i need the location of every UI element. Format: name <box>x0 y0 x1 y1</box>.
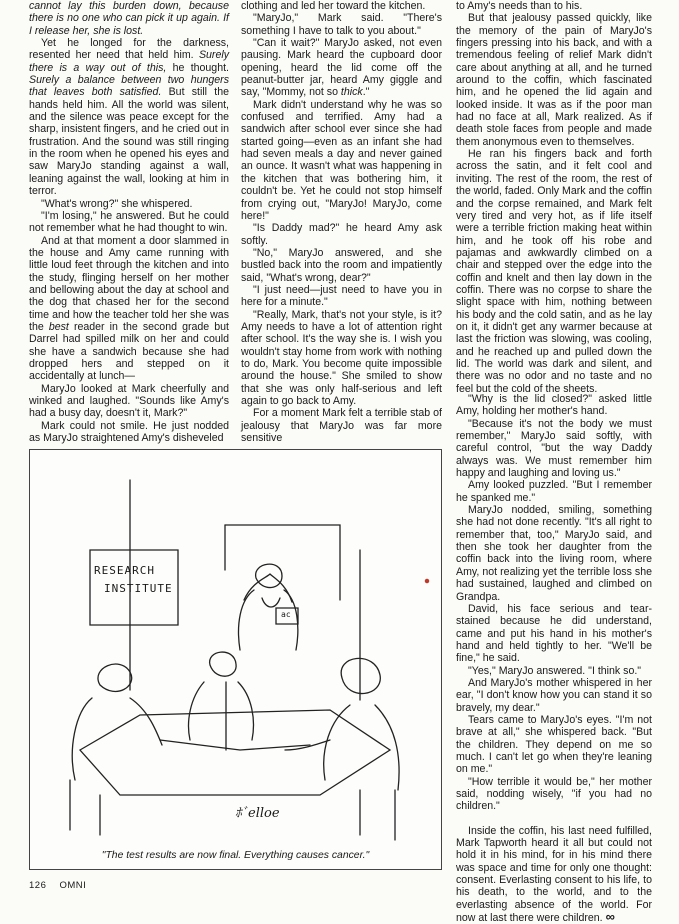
text-column-3-continued <box>456 393 652 924</box>
cartoon-panel <box>29 449 442 870</box>
paragraph: Amy looked puzzled. "But I remember he spanked me." <box>456 479 652 504</box>
small-sign-text: ac <box>281 610 291 619</box>
paragraph: clothing and led her toward the kitchen. <box>241 0 426 12</box>
end-mark-icon: ∞ <box>605 909 613 924</box>
paragraph: Tears came to MaryJo's eyes. "I'm not brave at all," she whispered back. "But the children. They depend on me so much. I can't let go when they're leaning on me." <box>456 713 652 776</box>
paragraph: to Amy's needs than to his. <box>456 0 583 12</box>
page-number: 126 <box>29 880 47 891</box>
paragraph: "Yes," MaryJo answered. "I think so." <box>468 664 642 677</box>
paragraph: cannot lay this burden down, because there is no one who can pick it up again. If I release her, she is lost. <box>29 0 229 37</box>
paragraph: "Really, Mark, that's not your style, is it? Amy needs to have a lot of attention right after school. It's the way she is. I wish you wouldn't stay home from work with nothing to do, Mark. You become quite impossible around the house." She smiled to show that she was only half-serious and left again to go back to Amy. <box>241 308 442 407</box>
paragraph: He ran his fingers back and forth across the satin, and it felt cool and inviting. The rest of the room, the rest of the world, faded. Only Mark and the coffin and the corpse remained, and Mark felt very tired and very hot, as if life itself were a terrible friction making heat within him, and he took off his robe and pajamas and awkwardly climbed on a chair and stepped over the edge into the coffin and knelt and then lay down in the coffin. There was no corpse to share the slight space with him, nothing between his body and the cold satin, and as he lay on it, it didn't get any warmer because at last the friction was slowing, was cooling, and he reached up and pulled down the lid. The world was dark and silent, and there was no odor and no taste and no feel but the cold of the sheets. <box>456 148 652 395</box>
paragraph: And at that moment a door slammed in the house and Amy came running with little loud feet through the kitchen and into the study, flinging herself on her mother and bellowing about the day at school and the dog that chased her for the second time and how the teacher told her she was the best reader in the second grade but Darrel had spilled milk on her and could she have a sandwich because she had dropped hers and stepped on it accidentally at lunch— <box>29 234 229 383</box>
paragraph: MaryJo looked at Mark cheerfully and winked and laughed. "Sounds like Amy's had a busy day, doesn't it, Mark?" <box>29 382 229 420</box>
text-column-2 <box>241 0 442 444</box>
paragraph: "Can it wait?" MaryJo asked, not even pausing. Mark heard the cupboard door opening, heard the lid come off the peanut-butter jar, heard Amy giggle and say, "Mommy, not so thick." <box>241 37 442 99</box>
paragraph: "Why is the lid closed?" asked little Amy, holding her mother's hand. <box>456 393 652 418</box>
paragraph: But that jealousy passed quickly, like the memory of the pain of MaryJo's fingers pressing into his back, and with a tremendous feeling of relief Mark didn't care about anything at all, and he turned around to the coffin, which fascinated him, and he opened the lid again and looked inside. It was as if the poor man had no face at all, Mark realized. As if death stole faces from people and made them anonymous even to themselves. <box>456 12 652 148</box>
artist-signature: ﾎﾞelloe <box>235 806 280 821</box>
paragraph: MaryJo nodded, smiling, something she had not done recently. "It's all right to remember that, too," MaryJo said, and then she took her daughter from the coffin back into the living room, where Amy, not realizing yet the terrible loss she had sustained, laughed and climbed on Grandpa. <box>456 504 652 603</box>
paragraph: Inside the coffin, his last need fulfilled, Mark Tapworth heard it all but could not hold it in his mind, for in his mind there was space and time for only one thought: consent. Everlasting consent to his life, to his death, to the world, and to the everlasting absence of the world. For now at last there were children. ∞ <box>456 824 652 924</box>
cartoon-caption: "The test results are now final. Everything causes cancer." <box>101 850 370 861</box>
paragraph: Mark could not smile. He just nodded as MaryJo straightened Amy's disheveled <box>29 419 229 445</box>
research-sign-text: RESEARCH INSTITUTE <box>94 564 173 595</box>
paragraph: David, his face serious and tear-stained because he did understand, came and put his hand in his mother's hand and held tightly to her. "We'll be fine," he said. <box>456 602 652 665</box>
text-column-1 <box>29 0 229 444</box>
page-footer <box>29 880 96 891</box>
paragraph: "How terrible it would be," her mother said, nodding wisely, "if you had no children." <box>456 775 652 813</box>
paragraph: "MaryJo," Mark said. "There's something I have to talk to you about." <box>241 12 442 37</box>
paragraph: Yet he longed for the darkness, resented her need that held him. Surely there is a way out of this, he thought. Surely a balance between two hungers that leaves both satisfied. But still the hands held him. All the world was silent, and the silence was peace except for the sharp, insistent fingers, and he cried out in frustration. And the sound was still ringing in the room when he opened his eyes and saw MaryJo standing against a wall, leaning against the wall, looking at him in terror. <box>29 37 229 198</box>
paragraph: "I just need—just need to have you in here for a minute." <box>241 283 442 309</box>
text-column-3 <box>456 0 652 395</box>
paragraph: "Is Daddy mad?" he heard Amy ask softly. <box>241 222 442 247</box>
paragraph: And MaryJo's mother whispered in her ear, "I don't know how you can stand it so bravely, my dear." <box>456 676 652 714</box>
paragraph: For a moment Mark felt a terrible stab of jealousy that MaryJo was far more sensitive <box>241 407 442 445</box>
paragraph: "I'm losing," he answered. But he could not remember what he had thought to win. <box>29 209 229 235</box>
paragraph: Mark didn't understand why he was so confused and terrified. Amy had a sandwich after school ever since she had started going—even as an infant she had had seven meals a day and never gained an ounce. It wasn't what was happening in the kitchen that was bothering him, it couldn't be. Yet he could not stop himself from crying out, "MaryJo! MaryJo, come here!" <box>241 98 442 222</box>
paragraph: "What's wrong?" she whispered. <box>41 197 193 210</box>
magazine-name: OMNI <box>59 880 87 891</box>
paragraph: "Because it's not the body we must remember," MaryJo said softly, with careful control, "but the way Daddy always was. We must remember him happy and laughing and loving us." <box>456 417 652 480</box>
paragraph: "No," MaryJo answered, and she bustled back into the room and impatiently said, "What's wrong, dear?" <box>241 246 442 284</box>
